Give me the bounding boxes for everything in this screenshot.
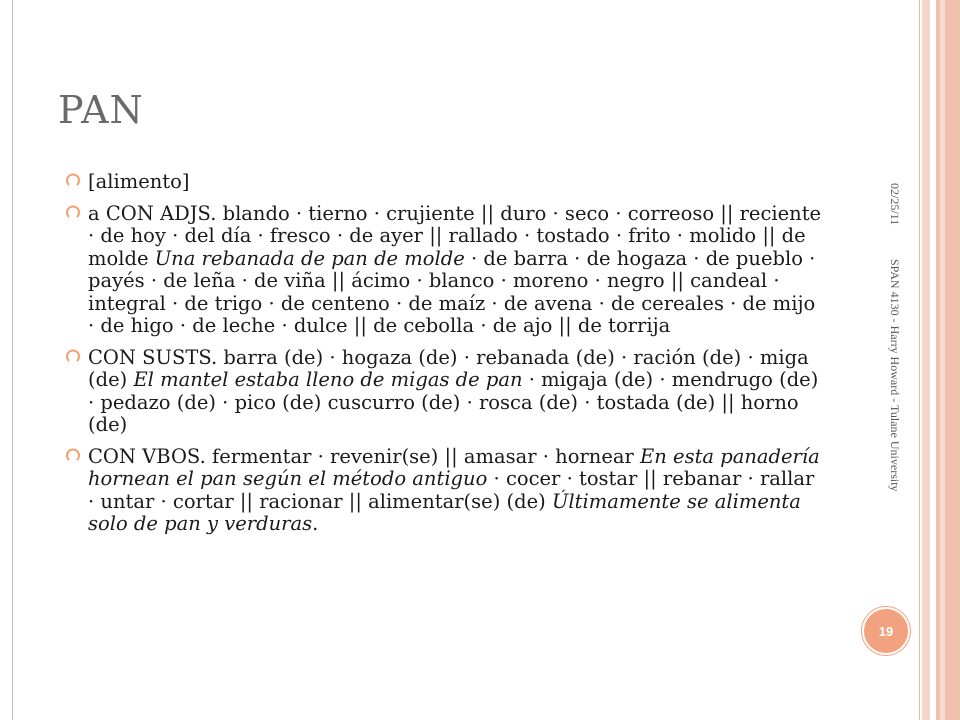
bullet-text: [alimento] — [88, 170, 190, 193]
slide-date: 02/25/11 — [888, 183, 902, 226]
slide-footer-text: SPAN 4130 - Harry Howard - Tulane University — [888, 259, 902, 492]
bullet-item — [66, 171, 826, 194]
example-sentence: En esta panadería hornean el pan según el método antiguo — [88, 444, 820, 490]
bullet-item — [66, 347, 826, 437]
decor-stripe — [940, 0, 945, 720]
page-number-badge: 19 — [862, 607, 910, 655]
bullet-arc-icon — [66, 205, 80, 219]
side-footer — [868, 175, 924, 575]
example-sentence: Una rebanada de pan de molde — [154, 246, 465, 270]
bullet-list — [66, 171, 826, 545]
bullet-text: a CON ADJS. blando · tierno · crujiente || duro · seco · correoso || reciente · de hoy · del día · fresco · de ayer || rallado · tostado · frito · molido || de molde — [88, 201, 822, 270]
bullet-item — [66, 203, 826, 338]
bullet-text: CON SUSTS. barra (de) · hogaza (de) · rebanada (de) · ración (de) · miga (de) — [88, 345, 809, 391]
bullet-text: · de barra · de hogaza · de pueblo · payés · de leña · de viña || ácimo · blanco · moreno · negro || candeal · integral · de trigo · de centeno · de maíz · de avena · de cereales · de mijo · de higo · de leche · dulce || de cebolla · de ajo || de torrija — [88, 246, 816, 337]
bullet-text: · cocer · tostar || rebanar · rallar · untar · cortar || racionar || alimentar(se) (de) — [88, 467, 815, 513]
bullet-arc-icon — [66, 349, 80, 363]
bullet-text: CON VBOS. fermentar · revenir(se) || amasar · hornear — [88, 444, 641, 468]
example-sentence: Últimamente se alimenta solo de pan y verduras — [88, 489, 801, 535]
bullet-arc-icon — [66, 173, 80, 187]
slide-title: PAN — [58, 88, 144, 132]
bullet-item — [66, 446, 826, 536]
bullet-text: · migaja (de) · mendrugo (de) · pedazo (de) · pico (de) cuscurro (de) · rosca (de) · tostada (de) || horno (de) — [88, 368, 819, 436]
example-sentence: El mantel estaba lleno de migas de pan — [133, 368, 523, 391]
bullet-text: . — [312, 512, 319, 535]
bullet-arc-icon — [66, 448, 80, 462]
